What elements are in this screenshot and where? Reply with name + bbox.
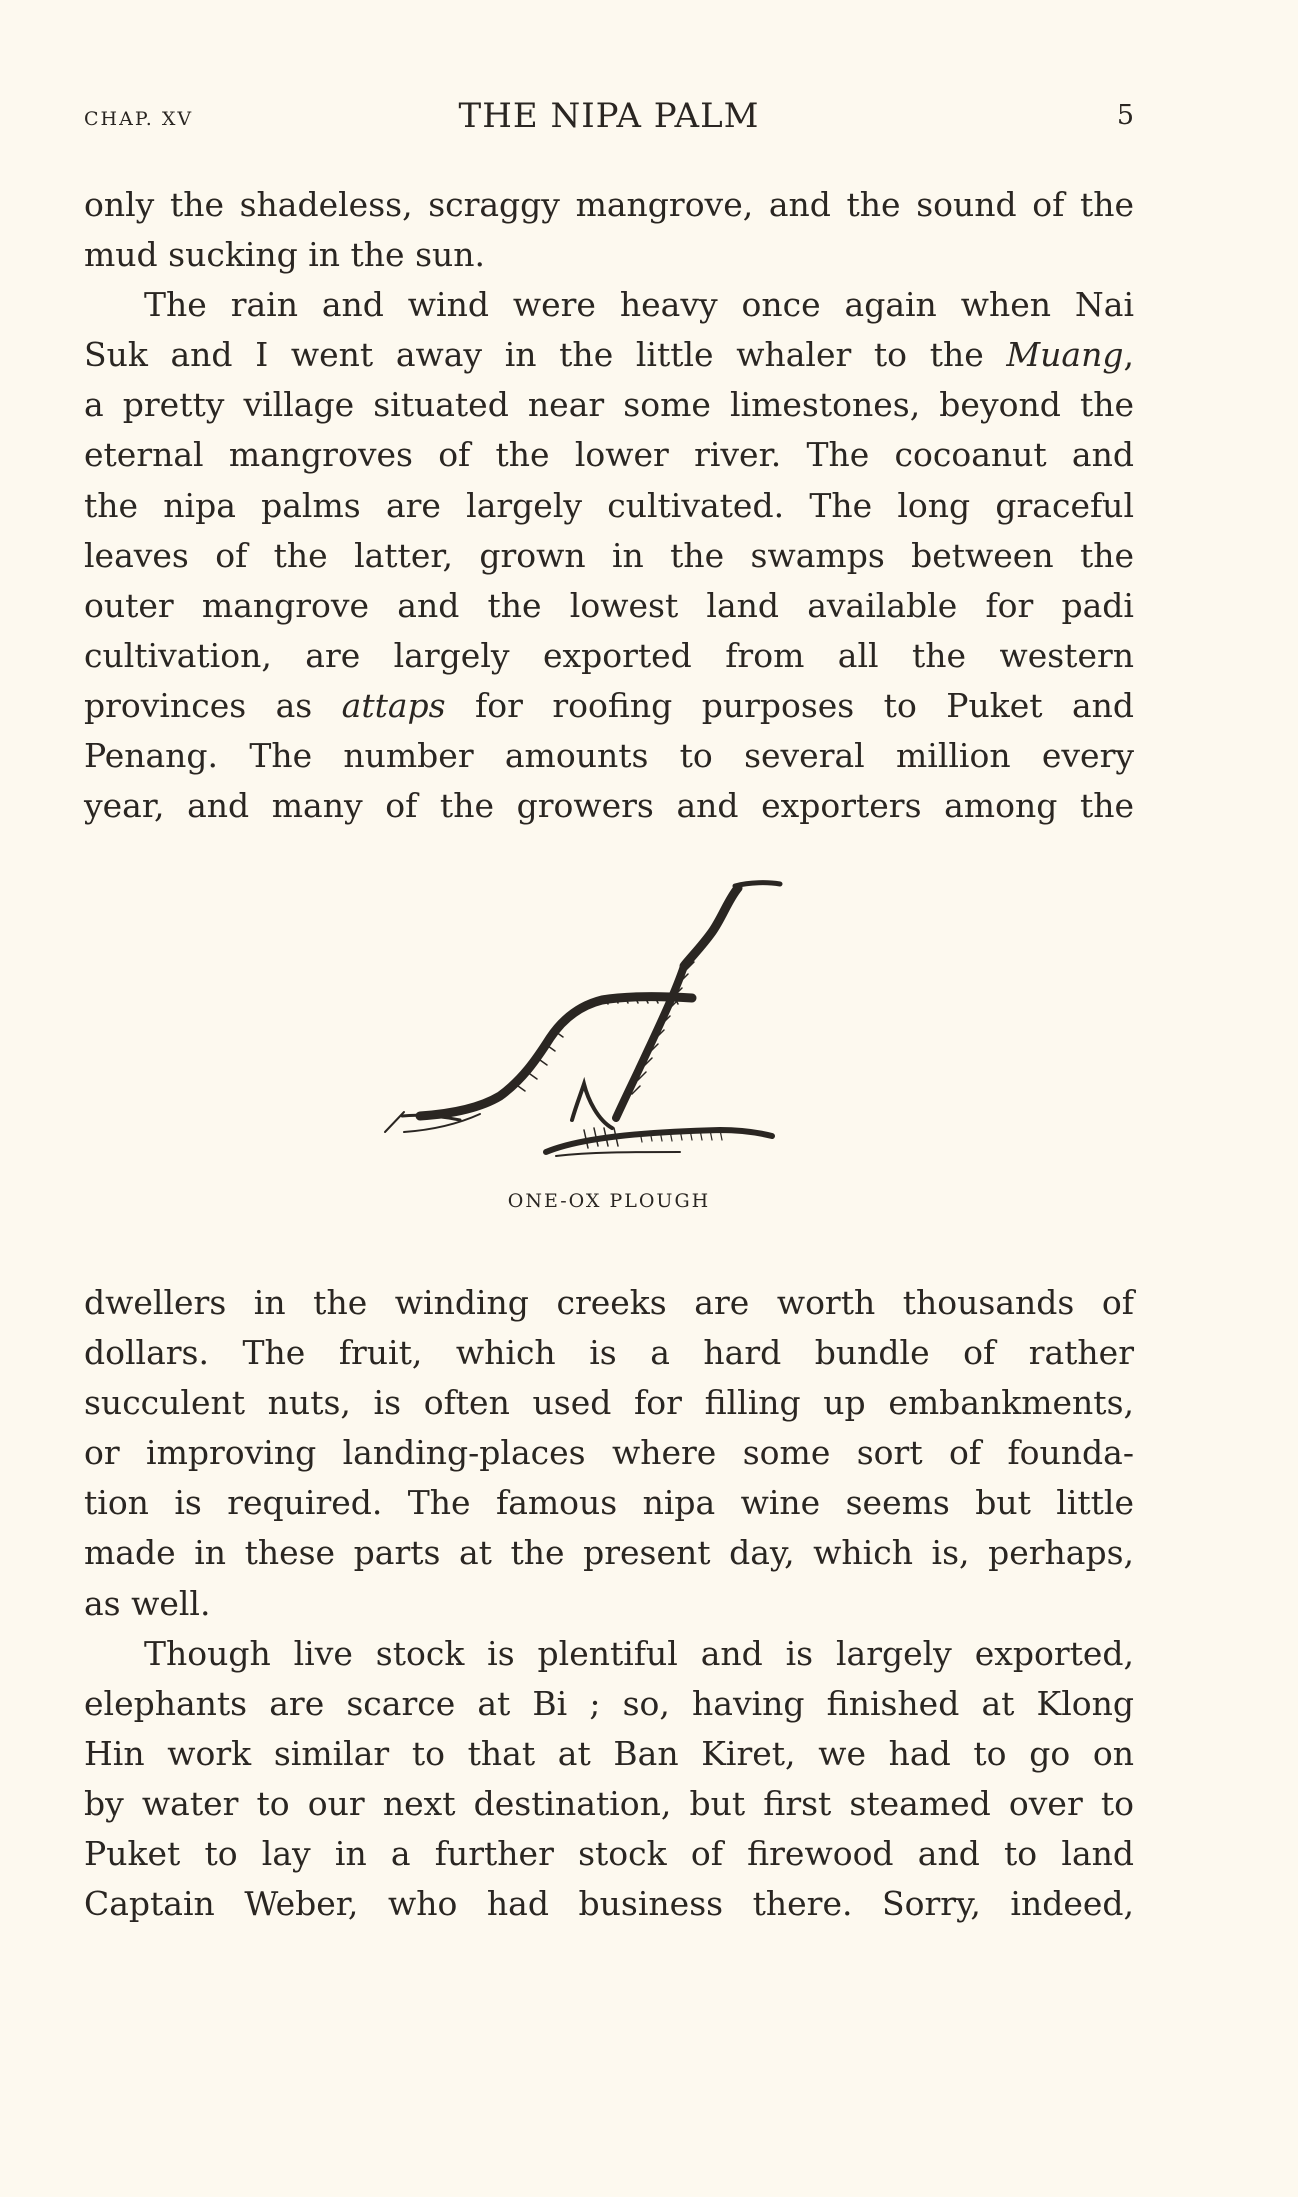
- text-line: The rain and wind were heavy once again when Nai: [144, 285, 1134, 325]
- text-run: Suk and I went away in the little whaler to the: [84, 335, 1007, 375]
- plough-drawing: [340, 870, 840, 1180]
- text-line: as well.: [84, 1583, 211, 1623]
- text-line: Captain Weber, who had business there. Sorry, indeed,: [84, 1884, 1134, 1924]
- text-run: ,: [1123, 335, 1134, 375]
- body-text-bottom: [84, 1278, 1134, 1929]
- plough-sole: [546, 1130, 772, 1152]
- handle-grip: [735, 883, 780, 886]
- text-run: provinces as: [84, 685, 342, 725]
- text-line: [84, 681, 1134, 731]
- text-line: eternal mangroves of the lower river. The cocoanut and: [84, 435, 1134, 475]
- text-run: for roofing purposes to Puket and: [445, 685, 1134, 725]
- text-line: the nipa palms are largely cultivated. The long graceful: [84, 485, 1134, 525]
- ground-line: [556, 1152, 680, 1156]
- text-line: leaves of the latter, grown in the swamps between the: [84, 535, 1134, 575]
- text-line: [84, 330, 1134, 380]
- text-line: Puket to lay in a further stock of firewood and to land: [84, 1834, 1134, 1874]
- chapter-label: CHAP. XV: [84, 108, 194, 130]
- figure-caption: ONE-OX PLOUGH: [507, 1190, 711, 1212]
- body-text-top: [84, 180, 1134, 831]
- text-line: Though live stock is plentiful and is largely exported,: [144, 1633, 1134, 1673]
- handle-upper: [684, 888, 738, 966]
- text-line: mud sucking in the sun.: [84, 235, 486, 275]
- text-line: a pretty village situated near some limestones, beyond the: [84, 385, 1134, 425]
- text-line: or improving landing-places where some sort of founda-: [84, 1433, 1134, 1473]
- plough-illustration: [340, 870, 840, 1180]
- handle-hatching: [632, 952, 698, 1094]
- running-head: [84, 92, 1134, 142]
- text-line: tion is required. The famous nipa wine seems but little: [84, 1483, 1134, 1523]
- text-line: succulent nuts, is often used for filling up embankments,: [84, 1383, 1134, 1423]
- text-line: Penang. The number amounts to several million every: [84, 736, 1134, 776]
- plough-stilt: [572, 1084, 612, 1128]
- text-line: dollars. The fruit, which is a hard bundle of rather: [84, 1333, 1134, 1373]
- page-title: THE NIPA PALM: [458, 96, 760, 136]
- plough-beam: [420, 997, 692, 1116]
- text-line: elephants are scarce at Bi ; so, having finished at Klong: [84, 1683, 1134, 1723]
- text-line: only the shadeless, scraggy mangrove, and the sound of the: [84, 185, 1134, 224]
- italic-term: Muang: [1006, 335, 1124, 375]
- text-line: made in these parts at the present day, which is, perhaps,: [84, 1533, 1134, 1573]
- text-line: by water to our next destination, but first steamed over to: [84, 1783, 1134, 1823]
- text-line: year, and many of the growers and exporters among the: [84, 786, 1134, 826]
- text-line: dwellers in the winding creeks are worth thousands of: [84, 1283, 1134, 1322]
- page-number: 5: [1116, 100, 1134, 131]
- handle-lower: [616, 966, 684, 1118]
- text-line: cultivation, are largely exported from all the western: [84, 635, 1134, 675]
- text-line: Hin work similar to that at Ban Kiret, we had to go on: [84, 1733, 1134, 1773]
- italic-term: attaps: [341, 685, 446, 725]
- text-line: outer mangrove and the lowest land available for padi: [84, 585, 1134, 625]
